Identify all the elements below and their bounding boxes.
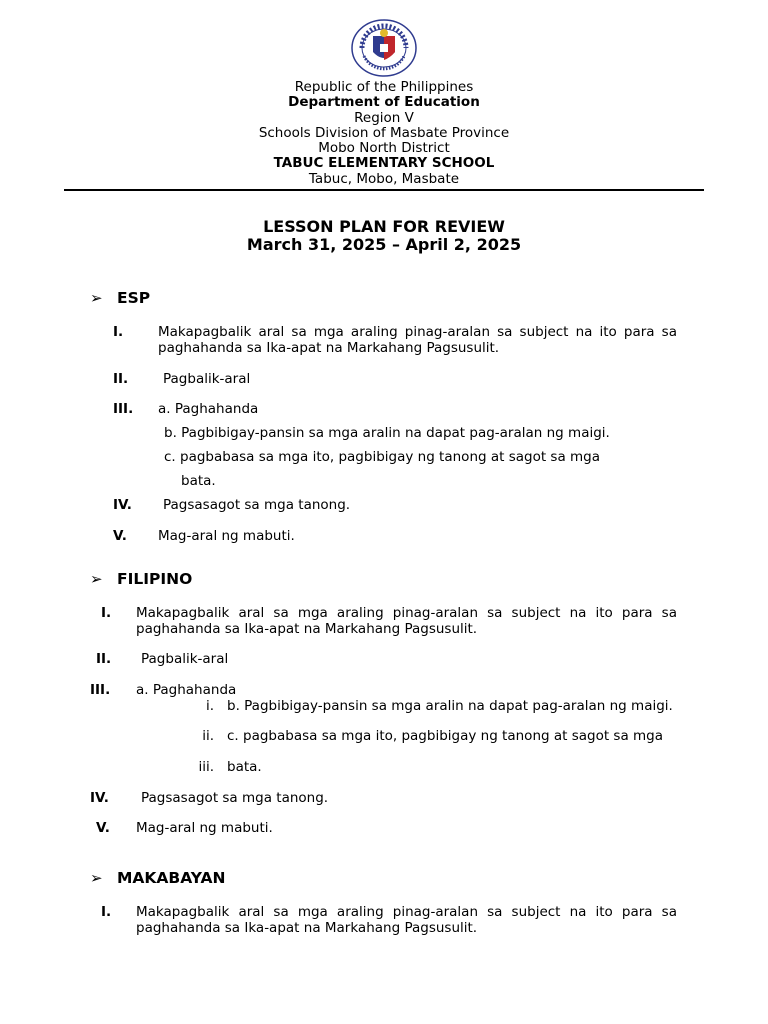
section-heading-makabayan: MAKABAYAN xyxy=(117,869,226,887)
esp-item-number: I. xyxy=(113,324,124,340)
esp-item-number: II. xyxy=(113,371,129,387)
filipino-item-number: III. xyxy=(90,682,111,698)
header-republic: Republic of the Philippines xyxy=(294,79,474,95)
filipino-subitem-text: c. pagbabasa sa mga ito, pagbibigay ng tanong at sagot sa mga xyxy=(227,728,664,744)
filipino-subitem-text: b. Pagbibigay-pansin sa mga aralin na dapat pag-aralan ng maigi. xyxy=(227,698,673,714)
arrow-bullet-icon: ➢ xyxy=(90,289,103,307)
esp-item-text: Pagsasagot sa mga tanong. xyxy=(163,497,351,513)
filipino-item-number: I. xyxy=(101,605,112,621)
header-region: Region V xyxy=(354,110,414,126)
makabayan-item-text: Makapagbalik aral sa mga araling pinag-aralan sa subject na ito para sa paghahanda sa Ika-apat na Markahang Pagsusulit. xyxy=(136,904,677,936)
filipino-item-text: Pagsasagot sa mga tanong. xyxy=(141,790,329,806)
esp-item-number: IV. xyxy=(113,497,132,513)
header-department: Department of Education xyxy=(288,94,480,110)
document-date-range: March 31, 2025 – April 2, 2025 xyxy=(246,235,522,254)
deped-seal-icon xyxy=(350,18,418,78)
esp-item-text: Makapagbalik aral sa mga araling pinag-aralan sa subject na ito para sa paghahanda sa Ika-apat na Markahang Pagsusulit. xyxy=(158,324,677,356)
esp-item-text: Mag-aral ng mabuti. xyxy=(158,528,295,544)
filipino-item-text: a. Paghahanda xyxy=(136,682,237,698)
esp-item-text: a. Paghahanda xyxy=(158,401,259,417)
filipino-subitem-text: bata. xyxy=(227,759,262,775)
esp-subitem-text: b. Pagbibigay-pansin sa mga aralin na dapat pag-aralan ng maigi. xyxy=(164,425,610,441)
header-address: Tabuc, Mobo, Masbate xyxy=(308,171,460,187)
filipino-item-number: IV. xyxy=(90,790,109,806)
filipino-item-text: Pagbalik-aral xyxy=(141,651,229,667)
esp-subitem-text: c. pagbabasa sa mga ito, pagbibigay ng tanong at sagot sa mga xyxy=(164,449,601,465)
esp-item-number: III. xyxy=(113,401,134,417)
document-title: LESSON PLAN FOR REVIEW xyxy=(263,217,505,236)
header-school: TABUC ELEMENTARY SCHOOL xyxy=(273,155,495,171)
esp-item-text: Pagbalik-aral xyxy=(163,371,251,387)
arrow-bullet-icon: ➢ xyxy=(90,869,103,887)
filipino-roman-number: iii. xyxy=(198,759,214,775)
filipino-roman-number: ii. xyxy=(202,728,214,744)
arrow-bullet-icon: ➢ xyxy=(90,570,103,588)
filipino-item-text: Makapagbalik aral sa mga araling pinag-aralan sa subject na ito para sa paghahanda sa Ika-apat na Markahang Pagsusulit. xyxy=(136,605,677,637)
section-heading-filipino: FILIPINO xyxy=(117,570,193,588)
filipino-item-number: V. xyxy=(96,820,110,836)
header-division: Schools Division of Masbate Province xyxy=(258,125,510,141)
makabayan-item-number: I. xyxy=(101,904,112,920)
section-heading-esp: ESP xyxy=(117,289,151,307)
header-divider xyxy=(64,189,704,191)
esp-subitem-text: bata. xyxy=(181,473,216,489)
header-district: Mobo North District xyxy=(318,140,450,156)
filipino-item-text: Mag-aral ng mabuti. xyxy=(136,820,273,836)
filipino-item-number: II. xyxy=(96,651,112,667)
esp-item-number: V. xyxy=(113,528,127,544)
filipino-roman-number: i. xyxy=(205,698,214,714)
